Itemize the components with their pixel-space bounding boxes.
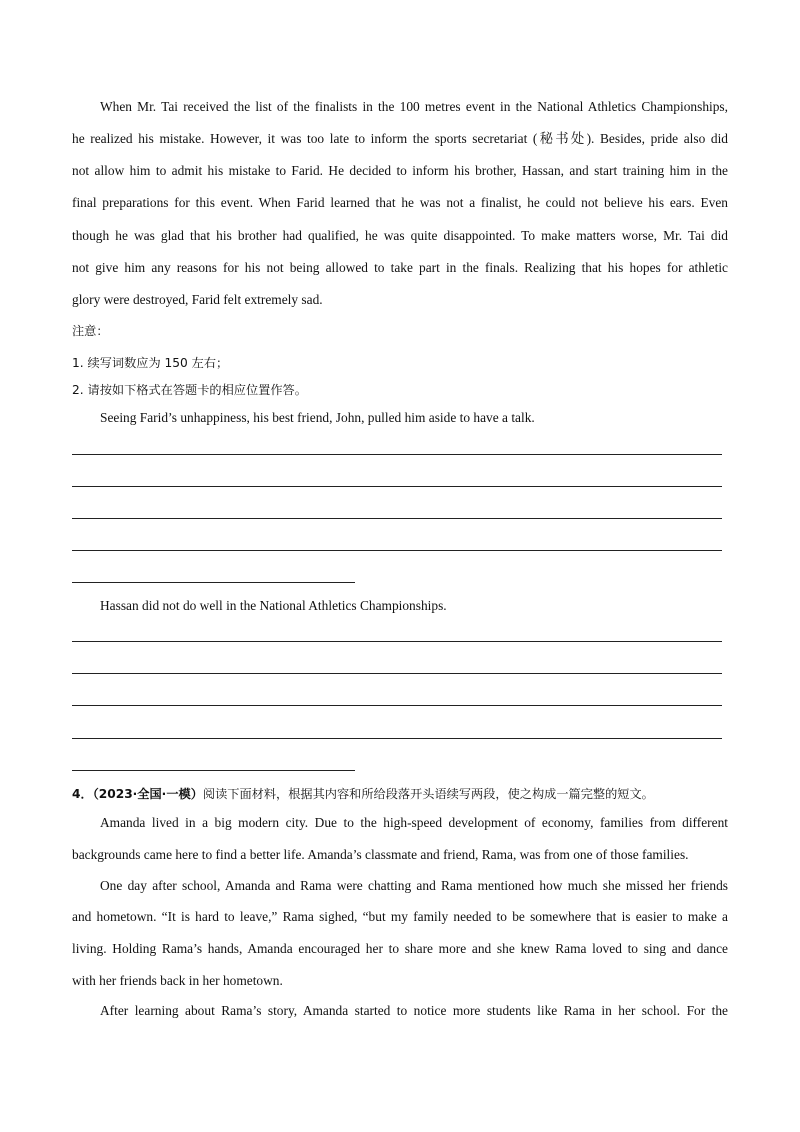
answer-line	[72, 705, 722, 706]
q4-para2-line-2: and hometown. “It is hard to leave,” Rama sighed, “but my family needed to be somewhere that is easier to make a	[72, 909, 728, 924]
story-line-3: not allow him to admit his mistake to Farid. He decided to inform his brother, Hassan, and start training him in the	[72, 163, 728, 178]
question-4-header	[72, 788, 728, 800]
q4-para1-line-2: backgrounds came here to find a better life. Amanda’s classmate and friend, Rama, was from one of those families.	[72, 847, 689, 862]
answer-line-short	[72, 582, 355, 583]
notes-item-2: 2. 请按如下格式在答题卡的相应位置作答。	[72, 383, 307, 397]
answer-line	[72, 518, 722, 519]
section-2-prompt: Hassan did not do well in the National Athletics Championships.	[100, 598, 447, 613]
story-line-5: though he was glad that his brother had qualified, he was quite disappointed. To make matters worse, Mr. Tai did	[72, 228, 728, 243]
notes-item-1: 1. 续写词数应为 150 左右；	[72, 356, 229, 370]
story-line-6: not give him any reasons for his not being allowed to take part in the finals. Realizing that his hopes for athletic	[72, 260, 728, 275]
section-1-prompt: Seeing Farid’s unhappiness, his best friend, John, pulled him aside to have a talk.	[100, 410, 535, 425]
q4-para2-line-1: One day after school, Amanda and Rama were chatting and Rama mentioned how much she missed her friends	[100, 878, 728, 893]
answer-line	[72, 738, 722, 739]
answer-line	[72, 673, 722, 674]
story-line-2: he realized his mistake. However, it was too late to inform the sports secretariat (秘书处). Besides, pride also did	[72, 131, 728, 146]
q4-para2-line-3: living. Holding Rama’s hands, Amanda encouraged her to share more and she knew Rama loved to sing and dance	[72, 941, 728, 956]
story-line-7: glory were destroyed, Farid felt extremely sad.	[72, 292, 323, 307]
answer-line	[72, 641, 722, 642]
answer-line	[72, 550, 722, 551]
answer-line	[72, 486, 722, 487]
q4-para3-line-1: After learning about Rama’s story, Amanda started to notice more students like Rama in her school. For the	[100, 1003, 728, 1018]
story-line-1: When Mr. Tai received the list of the finalists in the 100 metres event in the National Athletics Championships,	[100, 99, 728, 114]
question-4-instruction: 阅读下面材料，根据其内容和所给段落开头语续写两段，使之构成一篇完整的短文。	[202, 787, 654, 801]
notes-heading: 注意：	[72, 324, 109, 338]
answer-line	[72, 454, 722, 455]
q4-para2-line-4: with her friends back in her hometown.	[72, 973, 283, 988]
question-4-number: 4．	[72, 787, 93, 801]
question-4-source: （2023·全国·一模）	[92, 787, 203, 801]
answer-line-short	[72, 770, 355, 771]
q4-para1-line-1: Amanda lived in a big modern city. Due to the high-speed development of economy, families from different	[100, 815, 728, 830]
story-line-4: final preparations for this event. When Farid learned that he was not a finalist, he could not believe his ears. Even	[72, 195, 728, 210]
